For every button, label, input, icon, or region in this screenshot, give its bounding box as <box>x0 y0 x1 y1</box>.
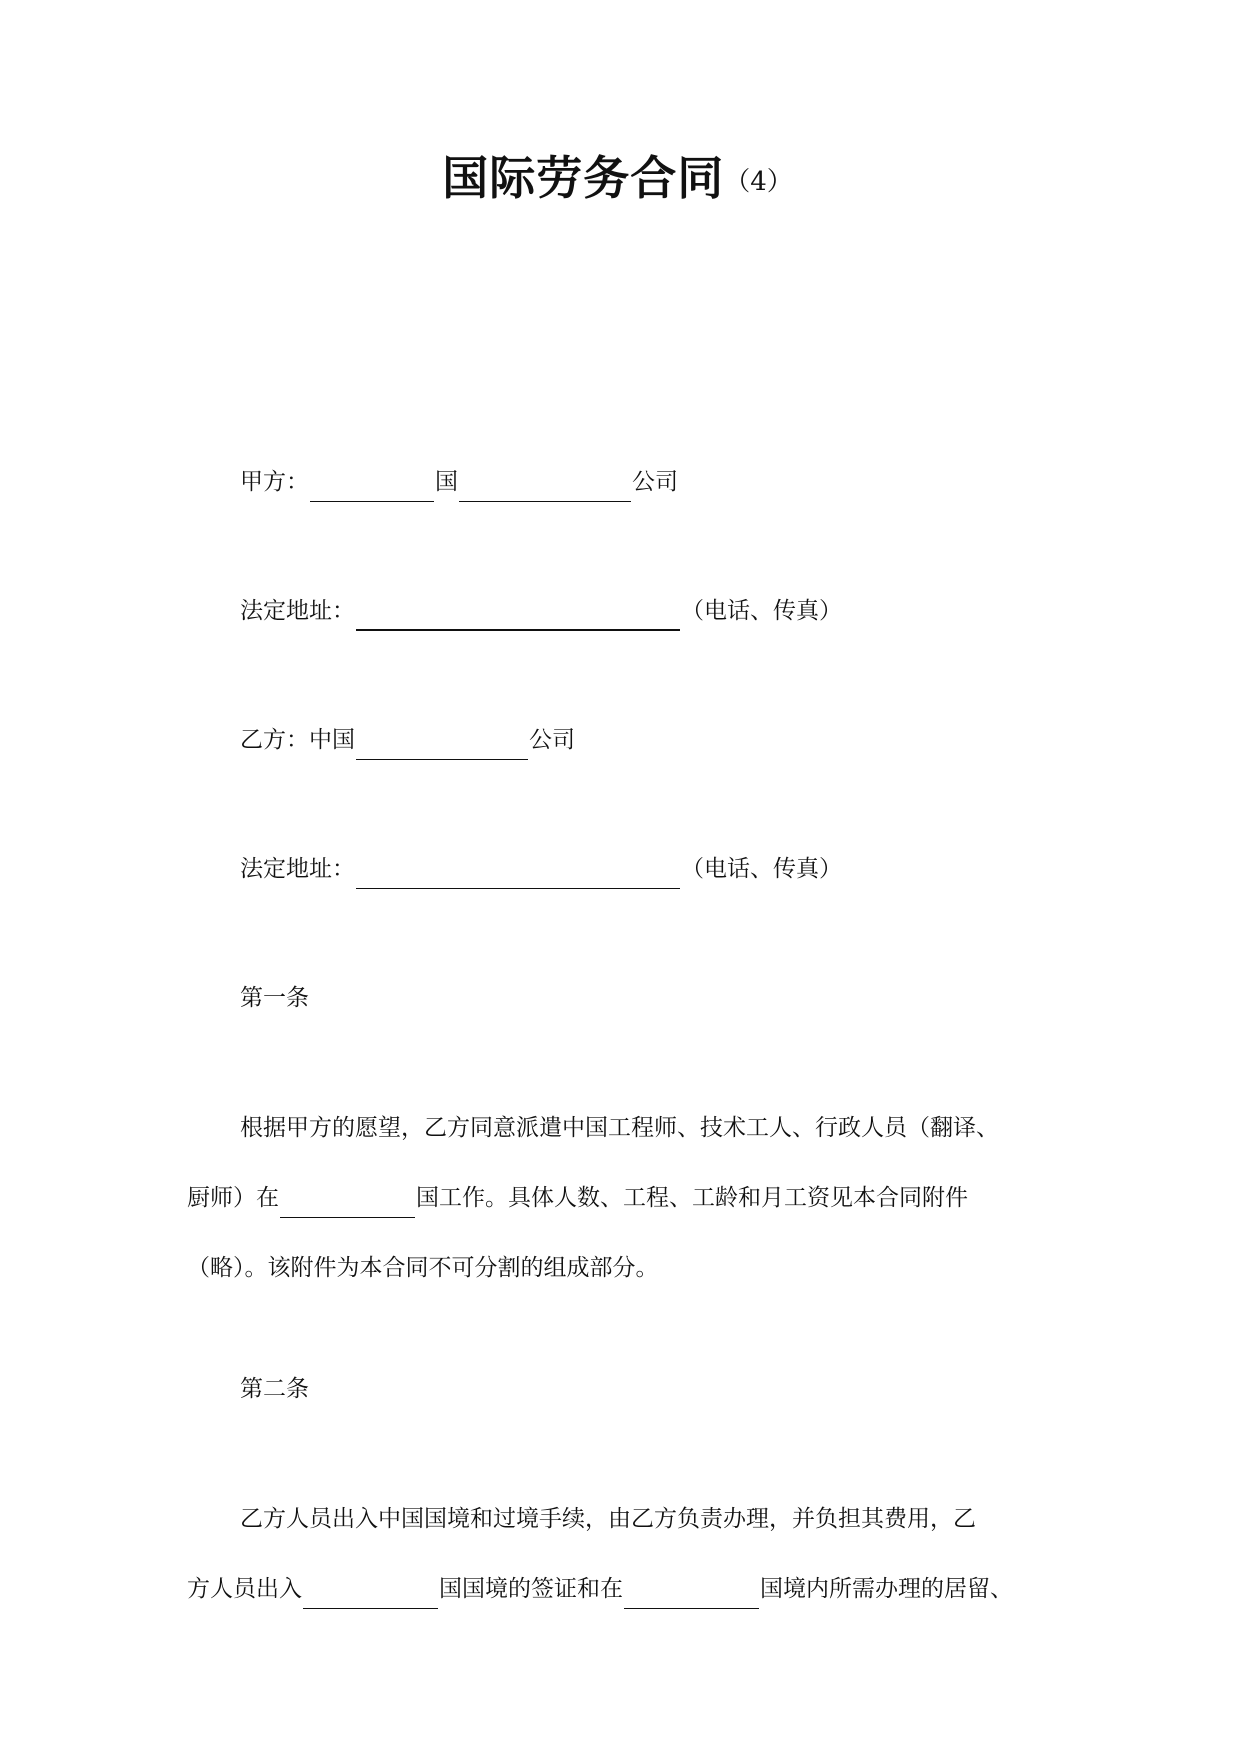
article-2-heading: 第二条 <box>240 1376 309 1402</box>
document-title <box>0 148 1235 219</box>
party-b-line <box>240 720 575 760</box>
article-2-line-1: 乙方人员出入中国国境和过境手续，由乙方负责办理，并负担其费用，乙 <box>240 1506 976 1532</box>
article-2-line-2 <box>187 1569 1013 1609</box>
party-b-label: 乙方：中国 <box>240 727 355 753</box>
article-1-line-2 <box>187 1178 968 1218</box>
article-1-line-2-end: 国工作。具体人数、工程、工龄和月工资见本合同附件 <box>416 1185 968 1211</box>
party-b-address-label: 法定地址： <box>240 856 355 882</box>
article-2-country-blank-2 <box>624 1578 759 1609</box>
title-suffix: （4） <box>724 167 793 197</box>
party-a-address-contact: （电话、传真） <box>681 598 842 624</box>
party-a-address-label: 法定地址： <box>240 598 355 624</box>
party-a-mid-text: 国 <box>435 469 458 495</box>
party-a-end-text: 公司 <box>632 469 678 495</box>
article-1-heading: 第一条 <box>240 985 309 1011</box>
article-1-line-3: （略）。该附件为本合同不可分割的组成部分。 <box>187 1255 659 1281</box>
article-1-country-blank <box>280 1187 415 1218</box>
party-a-country-blank <box>310 471 434 502</box>
article-1-line-1: 根据甲方的愿望，乙方同意派遣中国工程师、技术工人、行政人员（翻译、 <box>240 1115 999 1141</box>
party-a-company-blank <box>459 471 631 502</box>
party-a-address-line <box>240 591 842 631</box>
title-text: 国际劳务合同 <box>442 151 725 205</box>
party-b-address-line <box>240 849 842 889</box>
article-1-line-2-start: 厨师）在 <box>187 1185 279 1211</box>
party-a-label: 甲方： <box>240 469 309 495</box>
party-b-address-blank <box>356 858 680 889</box>
article-2-line-2-start: 方人员出入 <box>187 1576 302 1602</box>
article-2-line-2-end: 国境内所需办理的居留、 <box>760 1576 1013 1602</box>
article-2-country-blank-1 <box>303 1578 438 1609</box>
party-a-address-blank <box>356 599 680 631</box>
party-b-company-blank <box>356 729 528 760</box>
party-b-end-text: 公司 <box>529 727 575 753</box>
party-a-line <box>240 462 678 502</box>
party-b-address-contact: （电话、传真） <box>681 856 842 882</box>
article-2-line-2-mid: 国国境的签证和在 <box>439 1576 623 1602</box>
